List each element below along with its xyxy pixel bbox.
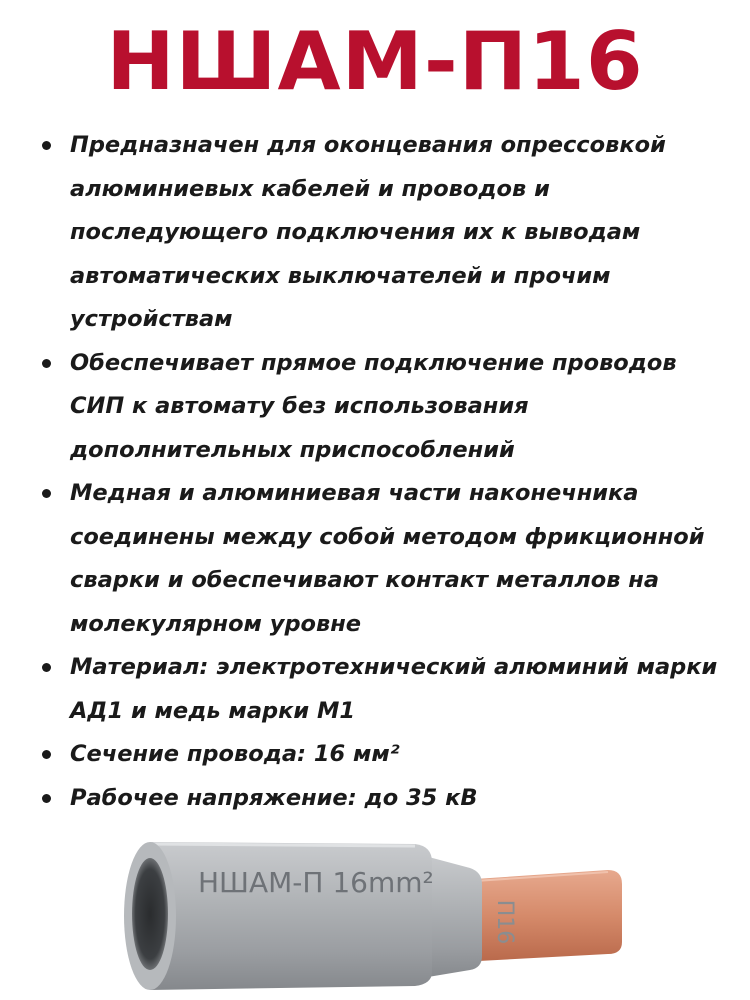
- lug-side-stamp: П16: [492, 899, 517, 945]
- list-item: [42, 733, 732, 777]
- list-item: [42, 342, 732, 473]
- list-item-text: Сечение провода: 16 мм²: [70, 741, 400, 767]
- barrel-hole: [132, 858, 168, 970]
- cable-lug-image: [110, 822, 640, 1000]
- list-item: [42, 472, 732, 646]
- list-item: [42, 777, 732, 821]
- list-item: [42, 646, 732, 733]
- feature-list: [42, 124, 732, 820]
- bullet-icon: [42, 663, 51, 672]
- aluminium-barrel: [150, 842, 432, 990]
- page-title: НШАМ-П16: [106, 15, 644, 108]
- bullet-icon: [42, 750, 51, 759]
- bullet-icon: [42, 141, 51, 150]
- list-item-text: Медная и алюминиевая части наконечника соединены между собой методом фрикционной сварки и обеспечивают контакт металлов на молекулярном уровне: [70, 480, 705, 637]
- copper-blade: [460, 870, 622, 962]
- lug-stamp: НШАМ-П 16mm²: [198, 866, 434, 899]
- list-item-text: Предназначен для оконцевания опрессовкой алюминиевых кабелей и проводов и последующего подключения их к выводам автоматических выключателей и прочим устройствам: [70, 132, 666, 332]
- list-item: [42, 124, 732, 342]
- bullet-icon: [42, 359, 51, 368]
- list-item-text: Обеспечивает прямое подключение проводов СИП к автомату без использования дополнительных приспособлений: [70, 349, 677, 463]
- list-item-text: Материал: электротехнический алюминий марки АД1 и медь марки М1: [70, 654, 718, 724]
- list-item-text: Рабочее напряжение: до 35 кВ: [70, 784, 478, 811]
- bullet-icon: [42, 489, 51, 498]
- bullet-icon: [42, 794, 51, 803]
